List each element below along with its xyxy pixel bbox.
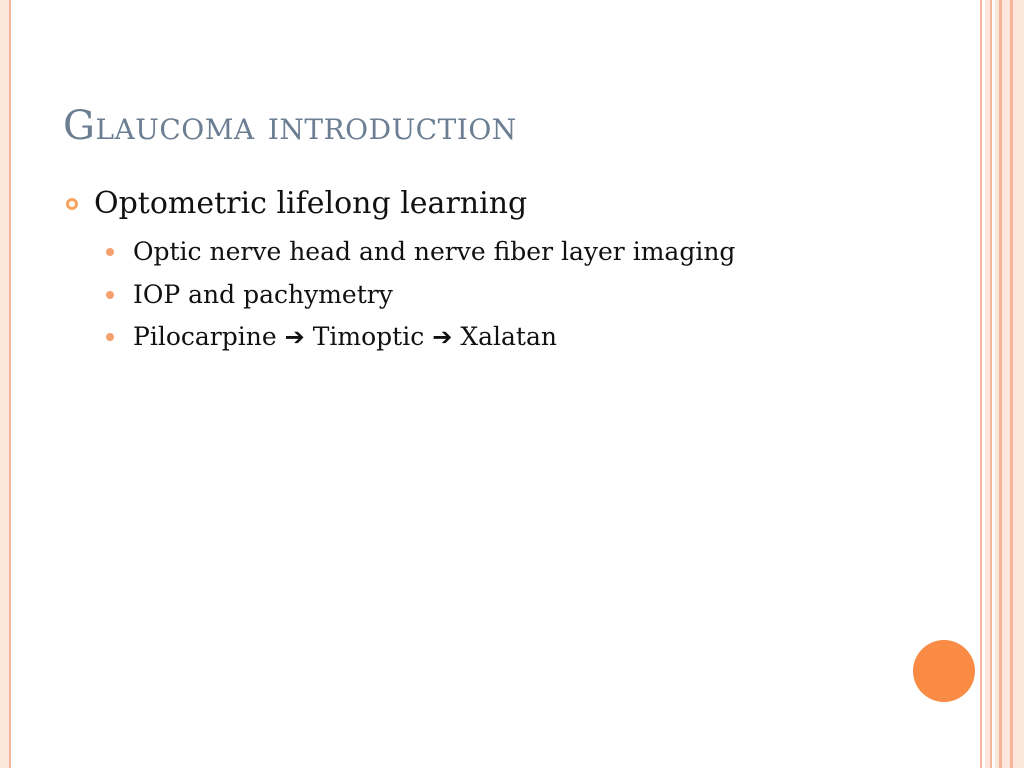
- drug-xalatan: Xalatan: [460, 322, 557, 351]
- bullet-text: Optic nerve head and nerve fiber layer imaging: [133, 237, 736, 266]
- bullet-level2: [106, 237, 735, 266]
- slide-title: Glaucoma introduction: [63, 103, 517, 149]
- right-border-line: [990, 0, 992, 768]
- bullet-level2: [106, 322, 557, 351]
- right-border-stripe: [1013, 0, 1024, 768]
- drug-pilocarpine: Pilocarpine: [133, 322, 277, 351]
- right-arrow-icon: ➔: [284, 322, 305, 351]
- bullet-level1: [66, 186, 527, 221]
- right-border-line: [980, 0, 982, 768]
- dot-bullet-icon: [106, 333, 114, 341]
- decorative-circle: [913, 640, 975, 702]
- right-border-stripe: [1002, 0, 1010, 768]
- right-arrow-icon: ➔: [432, 322, 453, 351]
- bullet-level2: [106, 280, 393, 309]
- ring-bullet-icon: [66, 198, 78, 210]
- left-border-line: [9, 0, 11, 768]
- drug-timoptic: Timoptic: [312, 322, 425, 351]
- dot-bullet-icon: [106, 291, 114, 299]
- dot-bullet-icon: [106, 248, 114, 256]
- bullet-text: Optometric lifelong learning: [94, 186, 528, 221]
- left-border-strip: [0, 0, 9, 768]
- bullet-text: IOP and pachymetry: [133, 280, 393, 309]
